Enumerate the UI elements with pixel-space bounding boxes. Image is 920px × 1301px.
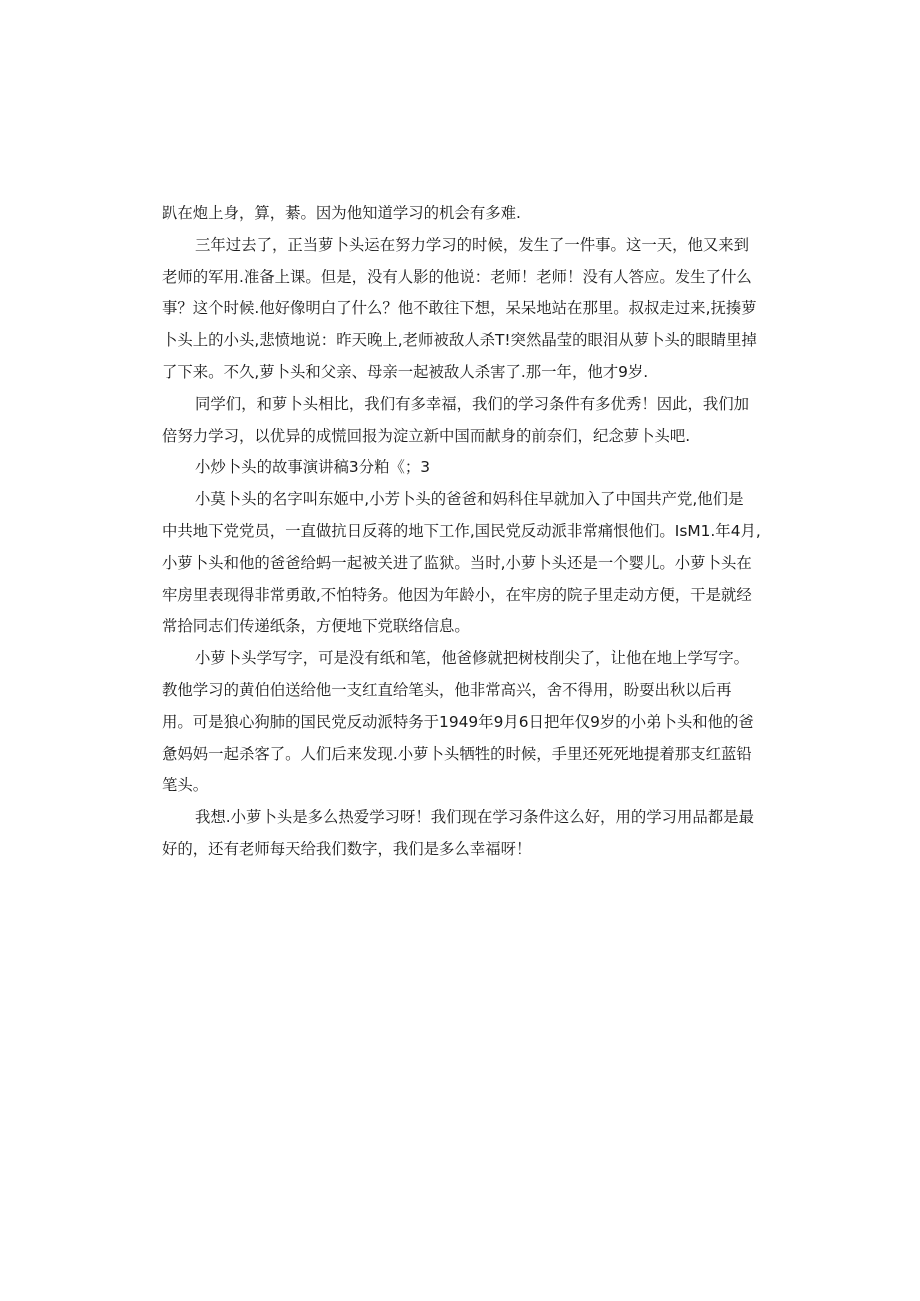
- text-line: 同学们，和萝卜头相比，我们有多幸福，我们的学习条件有多优秀！因此，我们加: [195, 394, 750, 413]
- text-line: 牢房里表现得非常勇敢,不怕特务。他因为年龄小，在牢房的院子里走动方便，干是就经: [162, 585, 752, 604]
- text-line: 我想.小萝卜头是多么热爱学习呀！我们现在学习条件这么好，用的学习用品都是最: [195, 808, 754, 827]
- text-line: 事？这个时候.他好像明白了什么？他不敢往下想，呆呆地站在那里。叔叔走过来,抚揍萝: [162, 299, 757, 318]
- text-line: 小莫卜头的名字叫东姬中,小芳卜头的爸爸和妈科住早就加入了中国共产党,他们是: [195, 490, 744, 509]
- text-line: 好的，还有老师每天给我们数字，我们是多么幸福呀！: [162, 839, 532, 858]
- text-line: 用。可是狼心狗肺的国民党反动派特务于1949年9月6日把年仅9岁的小弟卜头和他的爸: [162, 712, 754, 731]
- text-line: 三年过去了，正当萝卜头运在努力学习的时候，发生了一件事。这一天，他又来到: [195, 235, 750, 254]
- body-text: [162, 198, 762, 866]
- text-line: 卜头上的小头,悲愤地说：昨天晚上,老师被敌人杀T!突然晶莹的眼泪从萝卜头的眼睛里掉: [162, 331, 757, 350]
- text-line: 老师的军用.准备上课。但是，没有人影的他说：老师！老师！没有人答应。发生了什么: [162, 267, 752, 286]
- text-line: 中共地下党党员，一直做抗日反蒋的地下工作,国民党反动派非常痛恨他们。IsM1.年4月,: [162, 521, 761, 540]
- text-line: 倍努力学习，以优异的成慌回报为淀立新中国而献身的前奈们，纪念萝卜头吧.: [162, 426, 691, 445]
- text-line: 常拾同志们传递纸条，方便地下党联络信息。: [162, 617, 470, 636]
- text-line: 趴在炮上身，算，綦。因为他知道学习的机会有多难.: [162, 204, 521, 222]
- text-line: 笔头。: [162, 776, 209, 795]
- text-line: 惫妈妈一起杀客了。人们后来发现.小萝卜头牺牲的时候，手里还死死地提着那支红蓝铅: [162, 744, 752, 763]
- text-line: 了下来。不久,萝卜头和父亲、母亲一起被敌人杀害了.那一年，他才9岁.: [162, 362, 649, 381]
- text-line: 小萝卜头和他的爸爸给蚂一起被关进了监狱。当时,小萝卜头还是一个婴儿。小萝卜头在: [162, 553, 752, 572]
- text-line: 教他学习的黄伯伯送给他一支红直给笔头，他非常高兴，舍不得用，盼耍出秋以后再: [162, 680, 732, 699]
- section-heading: 小炒卜头的故事演讲稿3分粕《；3: [195, 458, 431, 477]
- text-line: 小萝卜头学写字，可是没有纸和笔，他爸修就把树枝削尖了，让他在地上学写字。: [195, 649, 750, 668]
